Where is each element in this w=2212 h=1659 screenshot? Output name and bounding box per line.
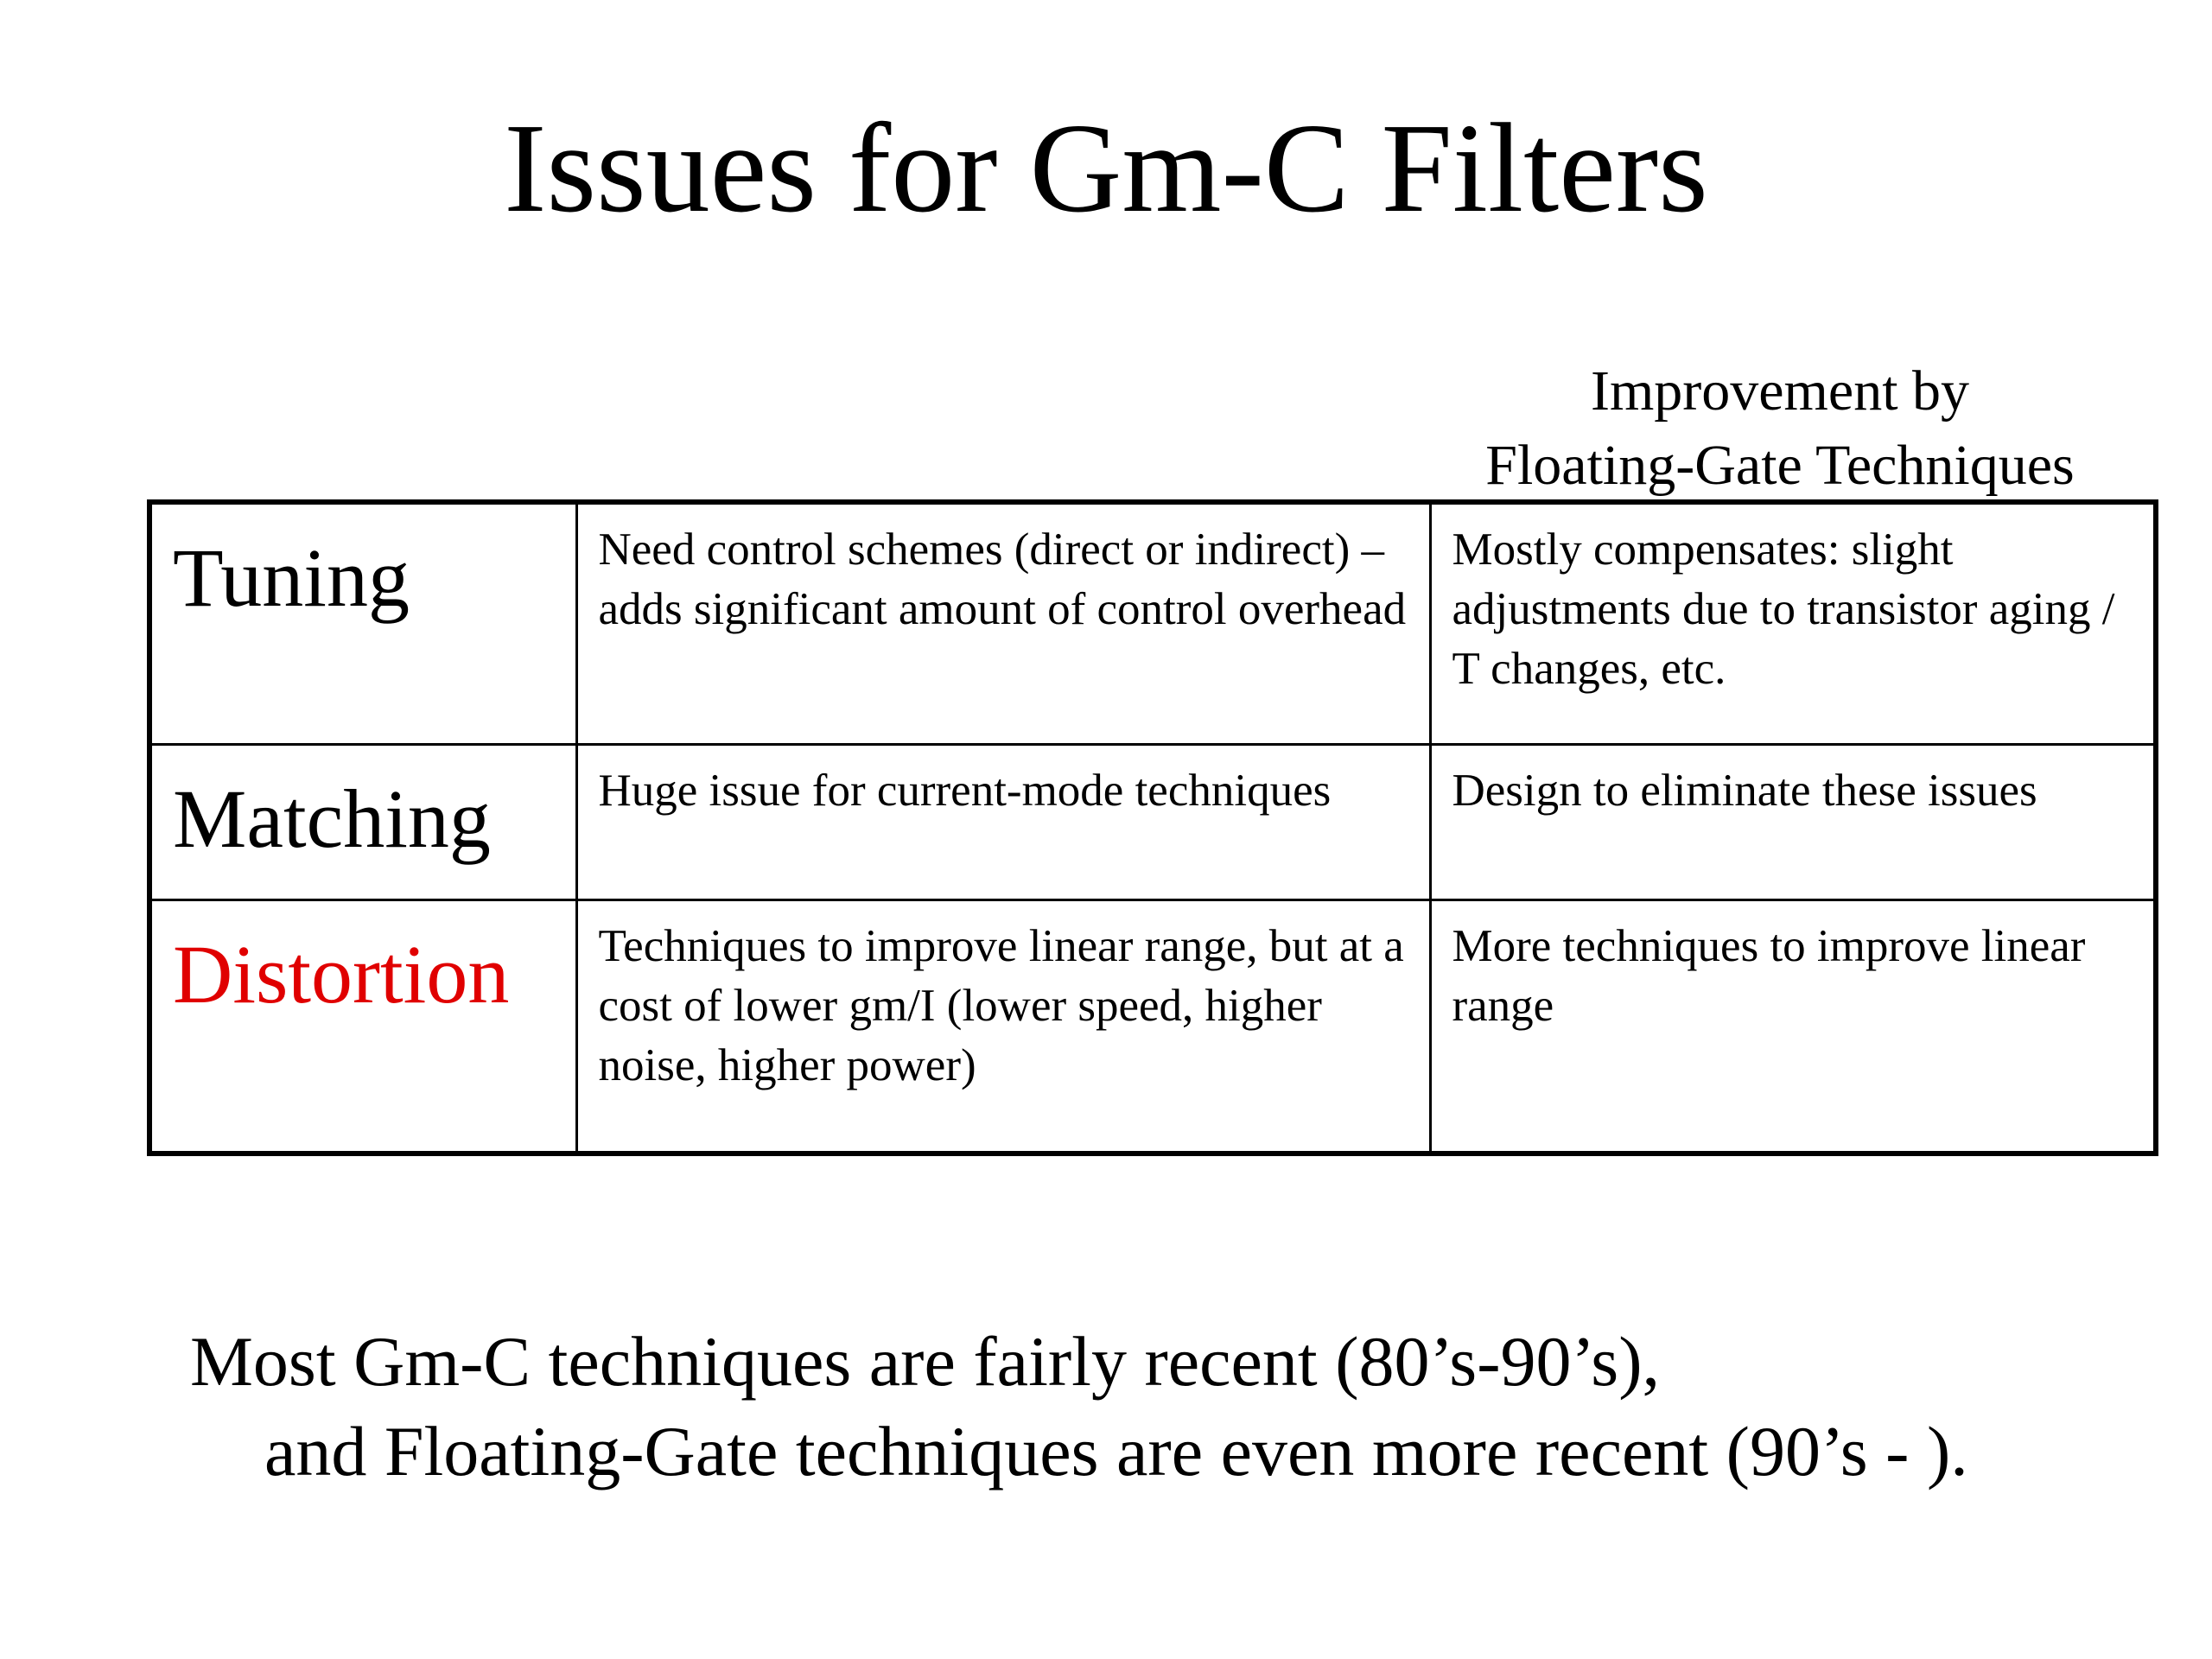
table-row-matching [149,744,2156,899]
column-header-line-2: Floating-Gate Techniques [1485,434,2075,497]
slide-title: Issues for Gm-C Filters [504,98,1708,239]
issue-label-tuning: Tuning [173,531,410,624]
improvement-cell [1430,899,2156,1154]
description-tuning: Need control schemes (direct or indirect) – adds significant amount of control overhead [598,524,1407,634]
improvement-cell [1430,502,2156,744]
footnote-line-2: and Floating-Gate techniques are even more recent (90’s - ). [264,1412,1968,1491]
table-row-distortion [149,899,2156,1154]
table-row-tuning [149,502,2156,744]
issues-table [147,499,2158,1156]
improvement-matching: Design to eliminate these issues [1452,765,2037,816]
footnote-line-1: Most Gm-C techniques are fairly recent (80’s-90’s), [190,1322,1661,1401]
description-distortion: Techniques to improve linear range, but at a cost of lower gm/I (lower speed, higher noise, higher power) [598,920,1404,1090]
issue-label-distortion: Distortion [173,927,510,1020]
footnote [190,1317,2177,1497]
improvement-distortion: More techniques to improve linear range [1452,920,2086,1031]
description-cell [576,899,1430,1154]
description-matching: Huge issue for current-mode techniques [598,765,1332,816]
issue-cell [149,899,576,1154]
improvement-column-header [1434,354,2126,503]
improvement-cell [1430,744,2156,899]
issue-cell [149,502,576,744]
description-cell [576,744,1430,899]
issue-cell [149,744,576,899]
column-header-line-1: Improvement by [1590,359,1970,423]
issue-label-matching: Matching [173,772,491,865]
description-cell [576,502,1430,744]
improvement-tuning: Mostly compensates: slight adjustments due to transistor aging / T changes, etc. [1452,524,2115,694]
